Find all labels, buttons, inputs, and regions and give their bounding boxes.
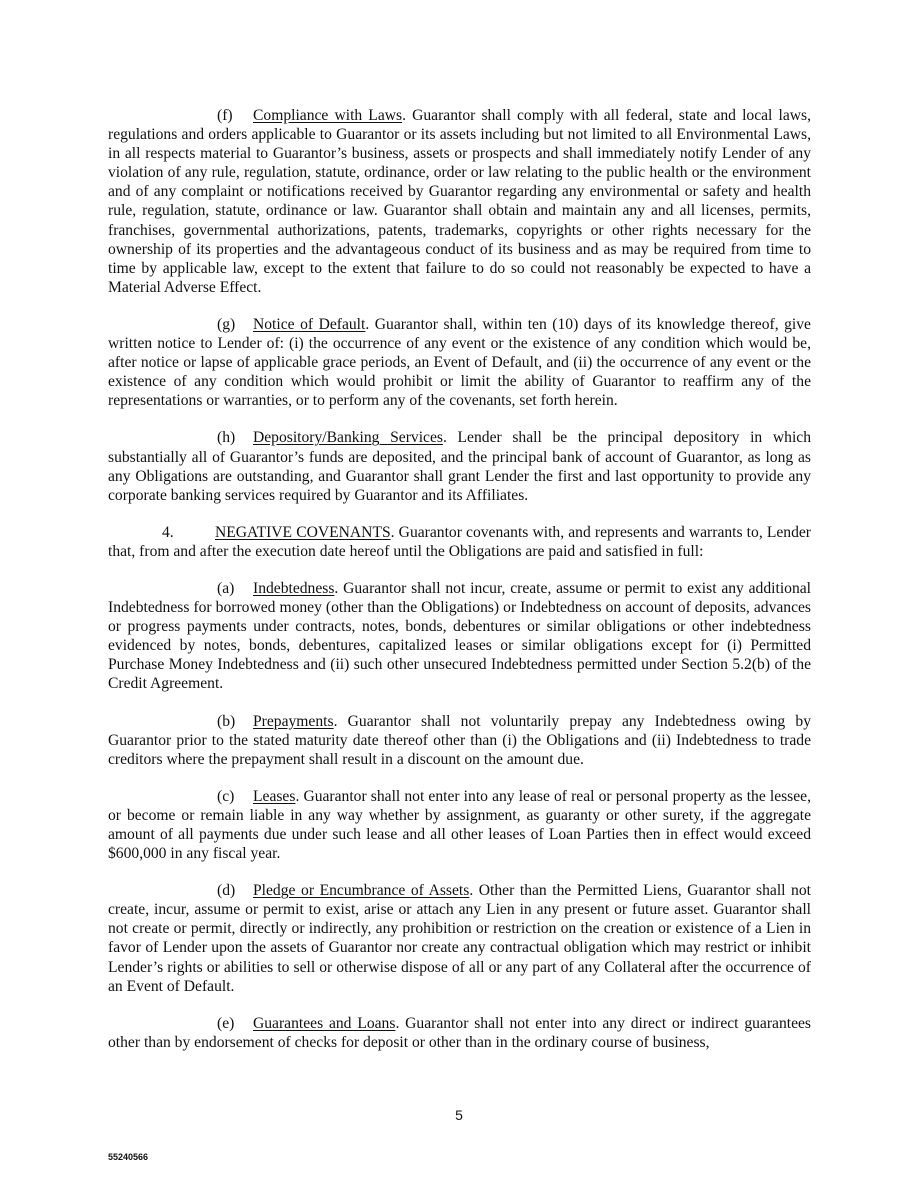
clause-number: (d) [217,882,236,900]
clause-text: . Guarantor shall not enter into any lease of real or personal property as the lessee, or become or remain liable in any way whether by assignment, as guaranty or other surety, if the aggregate amount of all payments due under such lease and all other leases of Loan Parties then in effect would exceed $600,000 in any fiscal year. [108,787,811,863]
section-text: . Guarantor covenants with, and represents and warrants to, Lender that, from and after the execution date hereof until the Obligations are paid and satisfied in full: [108,523,811,560]
clause-heading: Leases [253,787,296,805]
clause-heading: Guarantees and Loans [253,1014,396,1032]
clause-text: . Other than the Permitted Liens, Guarantor shall not create, incur, assume or permit to exist, arise or attach any Lien in any present or future asset. Guarantor shall not create or permit, directly or indirectly, any prohibition or restriction on the creation or existence of a Lien in favor of Lender upon the assets of Guarantor nor create any contractual obligation which may restrict or inhibit Lender’s rights or abilities to sell or otherwise dispose of all or any part of any Collateral after the occurrence of an Event of Default. [108,882,811,995]
document-body [108,106,811,1070]
page-number: 5 [455,1107,463,1123]
clause-text: . Guarantor shall not voluntarily prepay any Indebtedness owing by Guarantor prior to the stated maturity date thereof other than (i) the Obligations and (ii) Indebtedness to trade creditors where the prepayment shall result in a discount on the amount due. [108,712,811,768]
clause-c-leases [108,787,811,863]
clause-b-prepayments [108,712,811,769]
clause-heading: Indebtedness [253,579,335,597]
clause-g-notice-of-default [108,315,811,410]
clause-number: (e) [217,1014,235,1032]
clause-text: . Lender shall be the principal depository in which substantially all of Guarantor’s funds are deposited, and the principal bank of account of Guarantor, as long as any Obligations are outstanding, and Guarantor shall grant Lender the first and last opportunity to provide any corporate banking services required by Guarantor and its Affiliates. [108,429,811,504]
clause-text: . Guarantor shall, within ten (10) days of its knowledge thereof, give written notice to Lender of: (i) the occurrence of any event or the existence of any condition which would be, after notice or lapse of applicable grace periods, an Event of Default, and (ii) the occurrence of any event or the existence of any condition which would prohibit or limit the ability of Guarantor to reaffirm any of the representations or warranties, or to perform any of the covenants, set forth herein. [108,315,811,410]
clause-heading: Notice of Default [253,315,366,333]
clause-number: (h) [217,429,236,447]
section-4-negative-covenants [108,523,811,561]
clause-heading: Depository/Banking Services [253,429,443,447]
clause-number: (b) [217,712,236,730]
clause-text: . Guarantor shall not enter into any direct or indirect guarantees other than by endorsement of checks for deposit or other than in the ordinary course of business, [108,1014,811,1051]
clause-number: (a) [217,579,235,597]
section-number: 4. [162,523,174,541]
clause-d-pledge-encumbrance [108,881,811,996]
clause-f-compliance-with-laws [108,106,811,297]
clause-number: (g) [217,315,236,333]
clause-e-guarantees-loans [108,1014,811,1052]
clause-text: . Guarantor shall not incur, create, assume or permit to exist any additional Indebtedness for borrowed money (other than the Obligations) or Indebtedness on account of deposits, advances or progress payments under contracts, notes, bonds, debentures or similar obligations or other indebtedness evidenced by notes, bonds, debentures, capitalized leases or similar obligations except for (i) Permitted Purchase Money Indebtedness and (ii) such other unsecured Indebtedness permitted under Section 5.2(b) of the Credit Agreement. [108,579,811,693]
clause-number: (f) [217,107,233,124]
clause-heading: Pledge or Encumbrance of Assets [253,882,470,900]
clause-heading: Compliance with Laws [253,107,403,124]
document-id: 55240566 [108,1152,149,1162]
clause-text: . Guarantor shall comply with all federal, state and local laws, regulations and orders applicable to Guarantor or its assets including but not limited to all Environmental Laws, in all respects material to Guarantor’s business, assets or prospects and shall immediately notify Lender of any violation of any rule, regulation, statute, ordinance, order or law relating to the public health or the environment and of any complaint or notifications received by Guarantor regarding any environmental or safety and health rule, regulation, statute, ordinance or law. Guarantor shall obtain and maintain any and all licenses, permits, franchises, governmental authorizations, patents, trademarks, copyrights or other rights necessary for the ownership of its properties and the advantageous conduct of its business and as may be required from time to time by applicable law, except to the extent that failure to do so could not reasonably be expected to have a Material Adverse Effect. [108,107,811,296]
clause-number: (c) [217,787,235,805]
section-heading: NEGATIVE COVENANTS [215,523,391,541]
clause-h-depository-banking [108,428,811,504]
clause-heading: Prepayments [253,712,334,730]
clause-a-indebtedness [108,579,811,694]
